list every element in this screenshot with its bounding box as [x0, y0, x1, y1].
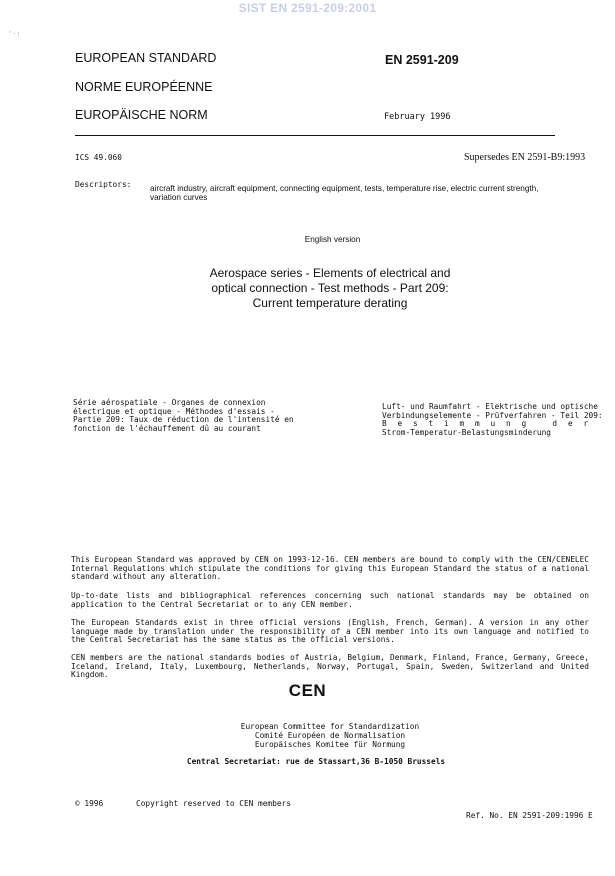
header-line-german: EUROPÄISCHE NORM	[75, 108, 208, 122]
central-secretariat: Central Secretariat: rue de Stassart,36 B-1050 Brussels	[186, 757, 446, 766]
header-divider	[75, 135, 555, 136]
approval-paragraph: This European Standard was approved by CEN on 1993-12-16. CEN members are bound to comply with the CEN/CENELEC Internal Regulations which stipulate the conditions for giving this European Standard the status of a national standard without any alteration.	[71, 555, 589, 582]
document-title	[160, 266, 500, 311]
german-title-line-2: Verbindungselemente - Prüfverfahren - Teil 209:	[382, 410, 603, 420]
scan-artifact: '·:	[8, 30, 21, 38]
copyright-year: © 1996	[75, 799, 104, 808]
french-title-line-2: électrique et optique - Méthodes d'essais -	[73, 406, 275, 416]
references-paragraph: Up-to-date lists and bibliographical references concerning such national standards may be obtained on application to the Central Secretariat or to any CEN member.	[71, 591, 589, 609]
versions-paragraph: The European Standards exist in three official versions (English, French, German). A version in any other language made by translation under the responsibility of a CEN member into its own language and notified to the Central Secretariat has the same status as the official versions.	[71, 618, 589, 645]
supersedes: Supersedes EN 2591-B9:1993	[464, 152, 586, 163]
title-line-1: Aerospace series - Elements of electrical and	[209, 266, 451, 280]
french-title	[73, 398, 294, 433]
header-line-french: NORME EUROPÉENNE	[75, 80, 213, 94]
descriptors-label: Descriptors:	[75, 180, 132, 189]
french-title-line-4: fonction de l'échauffement dû au courant	[73, 423, 261, 433]
french-title-line-3: Partie 209: Taux de réduction de l'intensité en	[73, 415, 294, 425]
german-title-line-1: Luft- und Raumfahrt - Elektrische und optische	[382, 402, 598, 411]
cen-name-german: Europäisches Komitee für Normung	[254, 740, 406, 749]
descriptors-line-2: variation curves	[150, 193, 208, 202]
version-note: English version	[304, 235, 361, 244]
descriptors-line-1: aircraft industry, aircraft equipment, connecting equipment, tests, temperature rise, electric current strength,	[150, 184, 539, 193]
german-title-line-4: Strom-Temperatur-Belastungsminderung	[382, 427, 551, 437]
title-line-2: optical connection - Test methods - Part 209:	[211, 281, 449, 295]
ics-code: ICS 49.060	[75, 153, 122, 162]
german-title-line-3: Bestimmung der	[382, 419, 599, 429]
members-paragraph: CEN members are the national standards bodies of Austria, Belgium, Denmark, Finland, France, Germany, Greece, Iceland, Ireland, Italy, Luxembourg, Netherlands, Norway, Portugal, Spain, Sweden, Switzerland and United Kingdom.	[71, 653, 589, 680]
cen-logo: CEN	[288, 681, 327, 700]
header-line-english: EUROPEAN STANDARD	[75, 51, 217, 65]
watermark: SIST EN 2591-209:2001	[238, 1, 377, 15]
cen-name-french: Comité Européen de Normalisation	[254, 731, 406, 740]
title-line-3: Current temperature derating	[252, 296, 408, 310]
reference-number: Ref. No. EN 2591-209:1996 E	[466, 811, 593, 820]
cen-name-english: European Committee for Standardization	[240, 722, 420, 731]
french-title-line-1: Série aérospatiale - Organes de connexion	[73, 398, 266, 407]
publication-date: February 1996	[384, 112, 451, 122]
german-title	[382, 402, 603, 437]
copyright-text: Copyright reserved to CEN members	[136, 799, 291, 808]
standard-code: EN 2591-209	[385, 53, 459, 67]
